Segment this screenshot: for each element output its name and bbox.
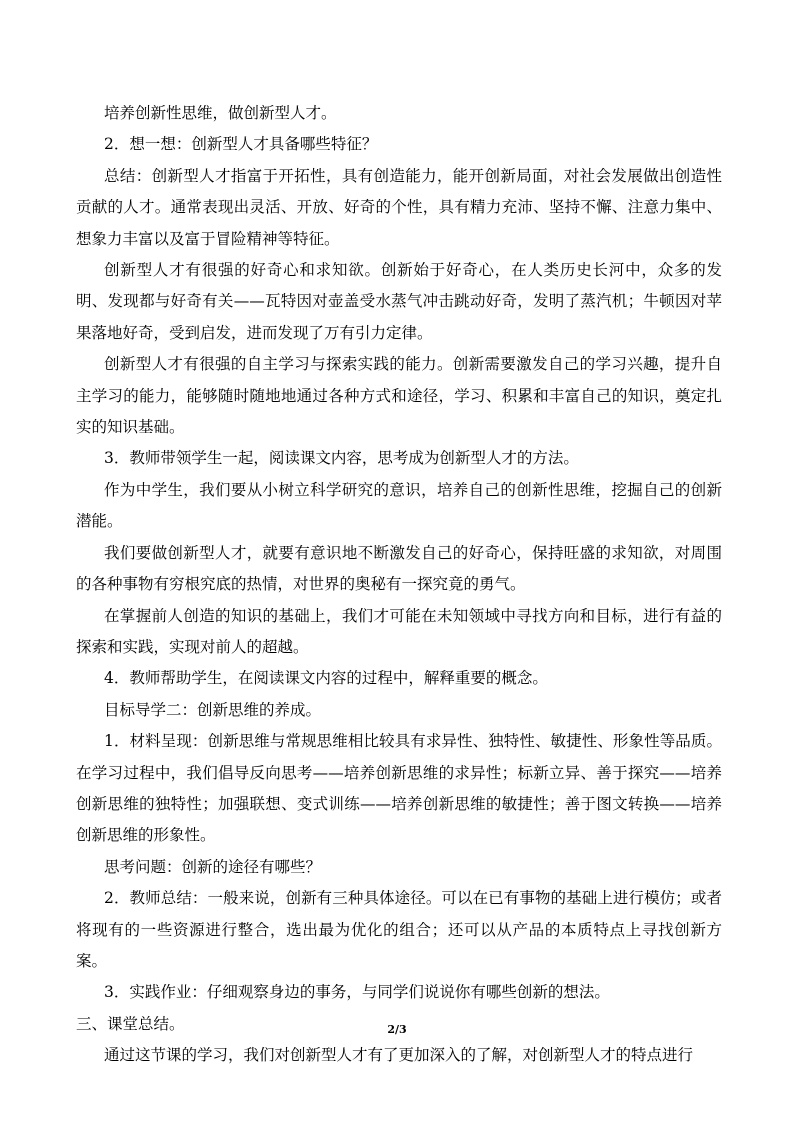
paragraph: 创新型人才有很强的自主学习与探索实践的能力。创新需要激发自己的学习兴趣，提升自主学习的能力，能够随时随地地通过各种方式和途径，学习、积累和丰富自己的知识，奠定扎实的知识基础。: [76, 355, 722, 437]
section-heading: 三、课堂总结。: [76, 1014, 185, 1033]
paragraph: 在掌握前人创造的知识的基础上，我们才可能在未知领域中寻找方向和目标，进行有益的探索和实践，实现对前人的超越。: [76, 606, 722, 656]
paragraph: 目标导学二：创新思维的养成。: [104, 700, 322, 719]
document-body: [76, 98, 722, 1072]
paragraph: 1．材料呈现：创新思维与常规思维相比较具有求异性、独特性、敏捷性、形象性等品质。在学习过程中，我们倡导反向思考——培养创新思维的求异性；标新立异、善于探究——培养创新思维的独特性；加强联想、变式训练——培养创新思维的敏捷性；善于图文转换——培养创新思维的形象性。: [76, 732, 722, 845]
paragraph: 3．实践作业：仔细观察身边的事务，与同学们说说你有哪些创新的想法。: [104, 983, 610, 1002]
paragraph: 2．想一想：创新型人才具备哪些特征？: [104, 135, 378, 154]
paragraph: 3．教师带领学生一起，阅读课文内容，思考成为创新型人才的方法。: [104, 449, 579, 468]
page-number: 2/3: [387, 1023, 407, 1036]
paragraph: 思考问题：创新的途径有哪些？: [104, 857, 322, 876]
paragraph: 我们要做创新型人才，就要有意识地不断激发自己的好奇心，保持旺盛的求知欲，对周围的各种事物有穷根究底的热情，对世界的奥秘有一探究竟的勇气。: [76, 543, 722, 594]
paragraph: 2．教师总结：一般来说，创新有三种具体途径。可以在已有事物的基础上进行模仿；或者将现有的一些资源进行整合，选出最为优化的组合；还可以从产品的本质特点上寻找创新方案。: [76, 889, 722, 970]
paragraph: 作为中学生，我们要从小树立科学研究的意识，培养自己的创新性思维，挖掘自己的创新潜能。: [76, 480, 722, 531]
paragraph: 创新型人才有很强的好奇心和求知欲。创新始于好奇心，在人类历史长河中，众多的发明、发现都与好奇有关——瓦特因对壶盖受水蒸气冲击跳动好奇，发明了蒸汽机；牛顿因对苹果落地好奇，受到启发，进而发现了万有引力定律。: [76, 261, 722, 342]
paragraph: 总结：创新型人才指富于开拓性，具有创造能力，能开创新局面，对社会发展做出创造性贡献的人才。通常表现出灵活、开放、好奇的个性，具有精力充沛、坚持不懈、注意力集中、想象力丰富以及富于冒险精神等特征。: [76, 166, 722, 248]
paragraph: 培养创新性思维，做创新型人才。: [104, 104, 337, 122]
paragraph: 通过这节课的学习，我们对创新型人才有了更加深入的了解，对创新型人才的特点进行: [104, 1046, 694, 1065]
paragraph: 4．教师帮助学生，在阅读课文内容的过程中，解释重要的概念。: [104, 669, 548, 688]
